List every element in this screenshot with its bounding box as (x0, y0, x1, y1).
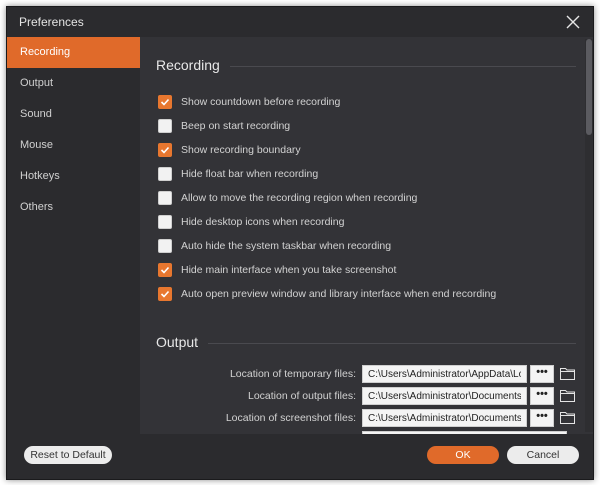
option-beep-on-start[interactable] (158, 117, 290, 135)
checkmark-icon (160, 265, 170, 275)
recording-section-header (156, 57, 576, 73)
temp-files-row (140, 365, 585, 383)
ok-button[interactable]: OK (427, 446, 499, 464)
cancel-button[interactable]: Cancel (507, 446, 579, 464)
ellipsis-icon: ••• (536, 388, 548, 400)
output-section-header (156, 334, 576, 350)
browse-button[interactable] (530, 409, 554, 427)
screenshot-files-path-input[interactable] (362, 409, 527, 427)
footer-bar (7, 434, 593, 480)
option-auto-open-preview[interactable] (158, 285, 496, 303)
checkbox[interactable] (158, 191, 172, 205)
preferences-window (6, 6, 594, 480)
checkmark-icon (160, 97, 170, 107)
output-files-path-input[interactable] (362, 387, 527, 405)
temp-files-label: Location of temporary files: (229, 368, 356, 380)
browse-button[interactable] (530, 365, 554, 383)
option-label: Hide main interface when you take screenshot (181, 264, 397, 276)
sidebar-item-recording[interactable]: Recording (7, 37, 140, 68)
ellipsis-icon: ••• (536, 410, 548, 422)
sidebar-item-sound[interactable]: Sound (20, 108, 52, 120)
checkbox[interactable] (158, 215, 172, 229)
option-show-boundary[interactable] (158, 141, 301, 159)
output-files-label: Location of output files: (248, 390, 356, 402)
checkmark-icon (160, 289, 170, 299)
sidebar-item-hotkeys[interactable]: Hotkeys (20, 170, 60, 182)
checkmark-icon (160, 145, 170, 155)
temp-files-path-input[interactable] (362, 365, 527, 383)
window-title: Preferences (19, 15, 84, 29)
option-hide-main-interface[interactable] (158, 261, 396, 279)
option-label: Auto hide the system taskbar when recording (181, 240, 392, 252)
folder-icon[interactable] (560, 411, 575, 424)
checkbox[interactable] (158, 95, 172, 109)
option-label: Auto open preview window and library interface when end recording (181, 288, 497, 300)
close-button[interactable] (563, 12, 583, 32)
option-label: Show recording boundary (181, 144, 301, 156)
option-hide-float-bar[interactable] (158, 165, 318, 183)
option-allow-move-region[interactable] (158, 189, 417, 207)
option-label: Show countdown before recording (181, 96, 341, 108)
output-files-row (140, 387, 585, 405)
folder-icon[interactable] (560, 389, 575, 402)
reset-to-default-button[interactable]: Reset to Default (24, 446, 112, 464)
option-label: Hide float bar when recording (181, 168, 319, 180)
scrollbar[interactable] (585, 39, 593, 432)
checkbox[interactable] (158, 287, 172, 301)
screenshot-files-row (140, 409, 585, 427)
browse-button[interactable] (530, 387, 554, 405)
ellipsis-icon: ••• (536, 366, 548, 378)
option-show-countdown[interactable] (158, 93, 340, 111)
option-auto-hide-taskbar[interactable] (158, 237, 391, 255)
title-bar (7, 7, 593, 37)
recording-section-title: Recording (156, 57, 220, 73)
section-divider (208, 343, 576, 344)
section-divider (230, 66, 576, 67)
option-label: Hide desktop icons when recording (181, 216, 345, 228)
output-section-title: Output (156, 334, 199, 350)
checkbox[interactable] (158, 263, 172, 277)
sidebar-item-output[interactable]: Output (20, 77, 54, 89)
checkbox[interactable] (158, 167, 172, 181)
checkbox[interactable] (158, 239, 172, 253)
scroll-thumb[interactable] (586, 39, 592, 135)
sidebar-item-mouse[interactable]: Mouse (20, 139, 54, 151)
folder-icon[interactable] (560, 367, 575, 380)
sidebar-item-others[interactable]: Others (20, 201, 54, 213)
checkbox[interactable] (158, 143, 172, 157)
option-label: Allow to move the recording region when recording (181, 192, 418, 204)
option-label: Beep on start recording (181, 120, 291, 132)
sidebar (7, 37, 140, 434)
option-hide-desktop-icons[interactable] (158, 213, 344, 231)
settings-panel (140, 37, 594, 434)
close-icon (563, 12, 583, 32)
checkbox[interactable] (158, 119, 172, 133)
screenshot-files-label: Location of screenshot files: (225, 412, 356, 424)
